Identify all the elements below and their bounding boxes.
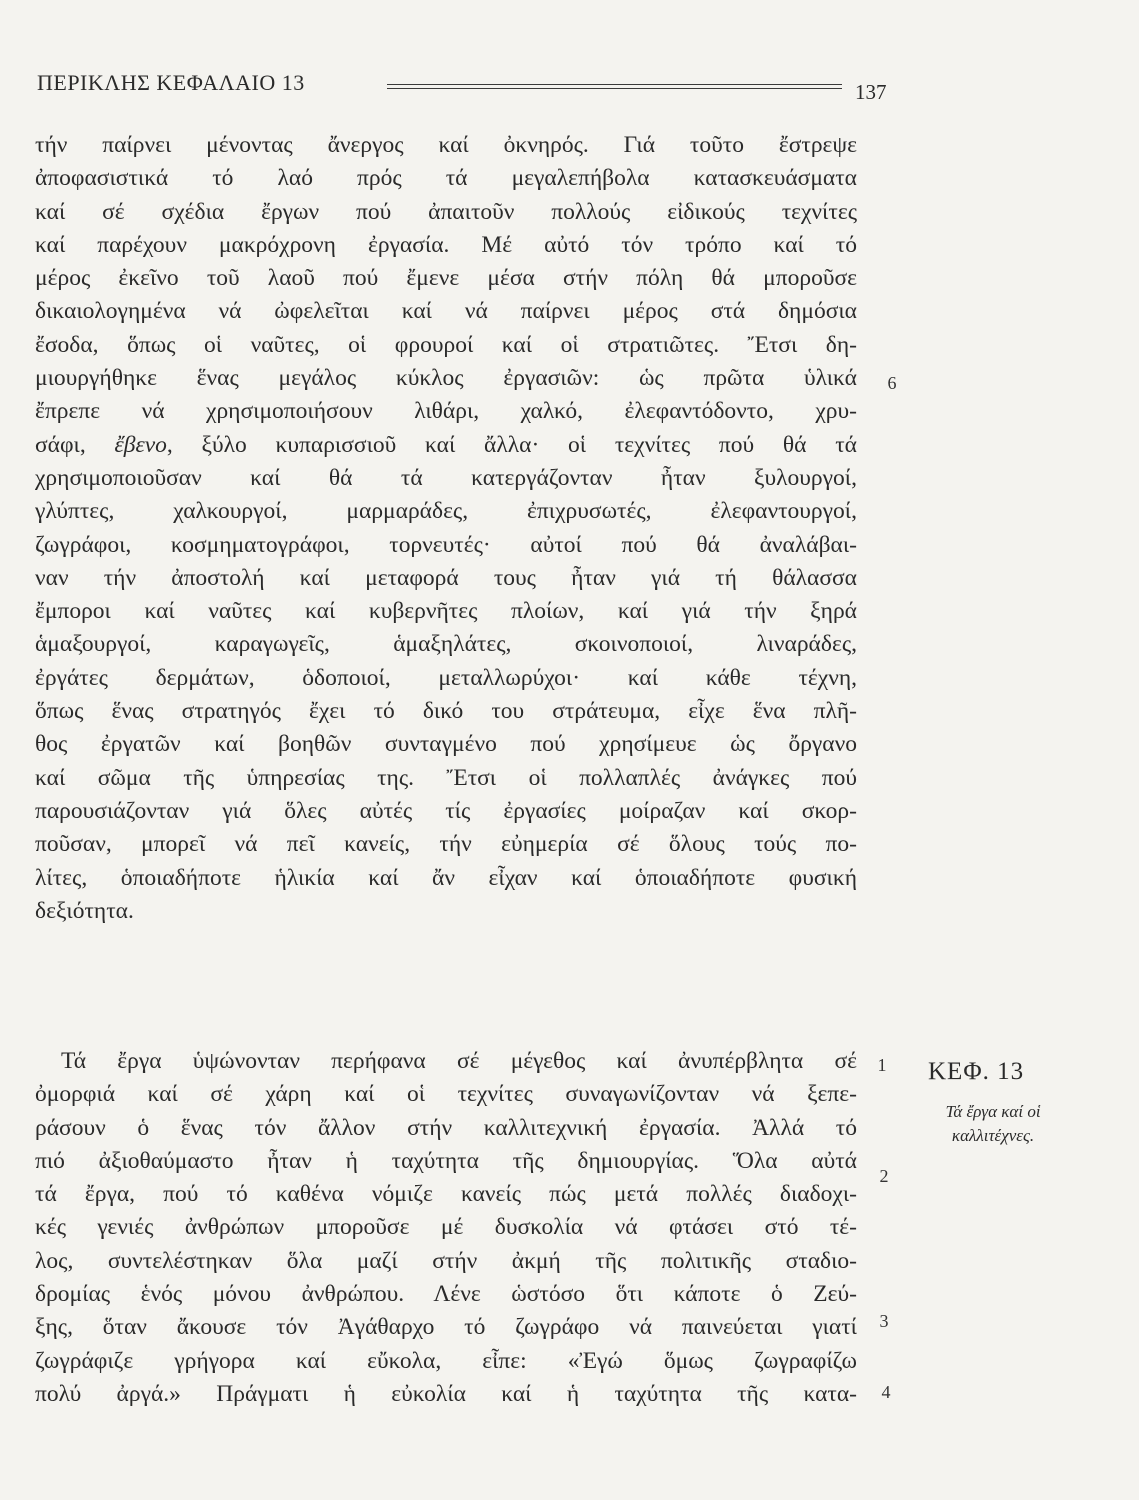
text-line: λίτες, ὁποιαδήποτε ἡλικία καί ἄν εἶχαν καί ὁποιαδήποτε φυσική — [35, 864, 857, 891]
text-line: μιουργήθηκε ἕνας μεγάλος κύκλος ἐργασιῶν: ὡς πρῶτα ὑλικά — [35, 365, 857, 392]
text-line: πιό ἀξιοθαύμαστο ἦταν ἡ ταχύτητα τῆς δημιουργίας. Ὅλα αὐτά — [35, 1147, 857, 1174]
margin-section-number: 4 — [881, 1382, 891, 1402]
text-line: τά ἔργα, πού τό καθένα νόμιζε κανείς πώς μετά πολλές διαδοχι- — [35, 1181, 857, 1208]
text-line: θος ἐργατῶν καί βοηθῶν συνταγμένο πού χρησίμευε ὡς ὄργανο — [35, 731, 857, 758]
running-head — [37, 64, 887, 104]
text-line: δρομίας ἑνός μόνου ἀνθρώπου. Λένε ὡστόσο ὅτι κάποτε ὁ Ζεύ- — [35, 1281, 857, 1308]
text-line: ἀποφασιστικά τό λαό πρός τά μεγαλεπήβολα κατασκευάσματα — [35, 165, 857, 192]
text-line: ποῦσαν, μπορεῖ νά πεῖ κανείς, τήν εὐημερία σέ ὅλους τούς πο- — [35, 831, 857, 858]
text-line: ἔμποροι καί ναῦτες καί κυβερνῆτες πλοίων, καί γιά τήν ξηρά — [35, 598, 857, 625]
chapter-heading: ΚΕΦ. 13 — [928, 1058, 1025, 1085]
margin-section-number: 2 — [879, 1166, 889, 1186]
running-title: ΠΕΡΙΚΛΗΣ ΚΕΦΑΛΑΙΟ 13 — [37, 70, 305, 95]
text-line: Τά ἔργα ὑψώνονταν περήφανα σέ μέγεθος καί ἀνυπέρβλητα σέ — [61, 1048, 857, 1074]
text-line: δεξιότητα. — [35, 897, 134, 924]
text-line: δικαιολογημένα νά ὠφελεῖται καί νά παίρνει μέρος στά δημόσια — [35, 298, 857, 325]
text-line: ξης, ὅταν ἄκουσε τόν Ἀγάθαρχο τό ζωγράφο νά παινεύεται γιατί — [35, 1314, 857, 1341]
text-line: ζωγράφιζε γρήγορα καί εὔκολα, εἶπε: «Ἐγώ ὅμως ζωγραφίζω — [35, 1347, 857, 1374]
margin-section-number: 3 — [879, 1311, 889, 1331]
paragraph-2 — [35, 1045, 857, 1411]
text-line: καί παρέχουν μακρόχρονη ἐργασία. Μέ αὐτό τόν τρόπο καί τό — [35, 231, 857, 258]
text-line: ὀμορφιά καί σέ χάρη καί οἱ τεχνίτες συναγωνίζονταν νά ξεπε- — [35, 1081, 857, 1108]
chapter-subtitle-line: Τά ἔργα καί οἱ — [945, 1102, 1041, 1121]
text-line: ἔσοδα, ὅπως οἱ ναῦτες, οἱ φρουροί καί οἱ στρατιῶτες. Ἔτσι δη- — [35, 331, 857, 358]
text-line: ἐργάτες δερμάτων, ὁδοποιοί, μεταλλωρύχοι· καί κάθε τέχνη, — [35, 664, 857, 691]
text-line: ράσουν ὁ ἕνας τόν ἄλλον στήν καλλιτεχνική ἐργασία. Ἀλλά τό — [35, 1114, 857, 1141]
text-line: γλύπτες, χαλκουργοί, μαρμαράδες, ἐπιχρυσωτές, ἐλεφαντουργοί, — [35, 498, 857, 525]
text-line-with-italic: σάφι, ἔβενο, ξύλο κυπαρισσιοῦ καί ἄλλα· οἱ τεχνίτες πού θά τά — [35, 431, 857, 458]
text-line: ὅπως ἕνας στρατηγός ἔχει τό δικό του στράτευμα, εἶχε ἕνα πλῆ- — [35, 698, 857, 725]
text-line: ναν τήν ἀποστολή καί μεταφορά τους ἦταν γιά τή θάλασσα — [35, 564, 857, 591]
chapter-subtitle-line: καλλιτέχνες. — [951, 1126, 1035, 1145]
chapter-subtitle — [918, 1100, 1068, 1148]
paragraph-1 — [35, 129, 857, 928]
text-line: μέρος ἐκεῖνο τοῦ λαοῦ πού ἔμενε μέσα στήν πόλη θά μποροῦσε — [35, 265, 857, 292]
header-rule — [387, 84, 842, 85]
text-line: πολύ ἀργά.» Πράγματι ἡ εὐκολία καί ἡ ταχύτητα τῆς κατα- — [35, 1380, 857, 1407]
text-line: ζωγράφοι, κοσμηματογράφοι, τορνευτές· αὐτοί πού θά ἀναλάβαι- — [35, 531, 857, 558]
margin-section-number: 1 — [877, 1055, 887, 1075]
text-line: χρησιμοποιοῦσαν καί θά τά κατεργάζονταν ἦταν ξυλουργοί, — [35, 464, 857, 491]
text-line: ἁμαξουργοί, καραγωγεῖς, ἁμαξηλάτες, σκοινοποιοί, λιναράδες, — [35, 631, 857, 658]
text-line: παρουσιάζονταν γιά ὅλες αὐτές τίς ἐργασίες μοίραζαν καί σκορ- — [35, 797, 857, 824]
text-line: λος, συντελέστηκαν ὅλα μαζί στήν ἀκμή τῆς πολιτικῆς σταδιο- — [35, 1247, 857, 1274]
page-number: 137 — [855, 80, 887, 104]
margin-section-number: 6 — [887, 373, 897, 393]
text-line: καί σέ σχέδια ἔργων πού ἀπαιτοῦν πολλούς εἰδικούς τεχνίτες — [35, 198, 857, 225]
text-line: ἔπρεπε νά χρησιμοποιήσουν λιθάρι, χαλκό, ἐλεφαντόδοντο, χρυ- — [35, 398, 857, 425]
italic-word: ἔβενο — [114, 431, 167, 458]
text-line: καί σῶμα τῆς ὑπηρεσίας της. Ἔτσι οἱ πολλαπλές ἀνάγκες πού — [35, 764, 857, 791]
text-line: τήν παίρνει μένοντας ἄνεργος καί ὀκνηρός. Γιά τοῦτο ἔστρεψε — [35, 132, 857, 158]
text-line: κές γενιές ἀνθρώπων μποροῦσε μέ δυσκολία νά φτάσει στό τέ- — [35, 1214, 857, 1241]
header-rule-second — [387, 88, 842, 89]
